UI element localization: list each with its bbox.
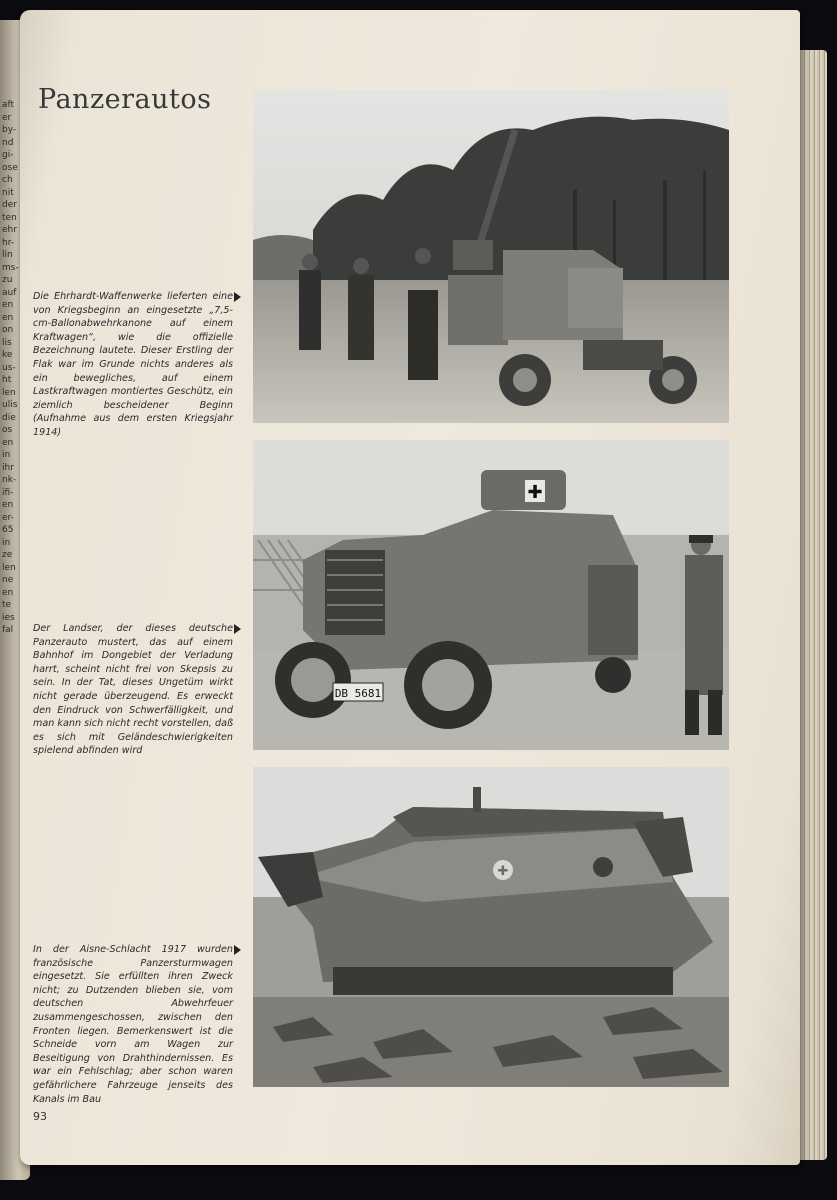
left-page-text-fragment: in xyxy=(2,450,11,460)
arrow-caption-3-icon xyxy=(234,945,241,955)
left-page-text-fragment: zu xyxy=(2,275,13,285)
left-page-text-fragment: ms- xyxy=(2,262,19,273)
left-page-text-fragment: fal xyxy=(2,625,14,635)
page-number: 93 xyxy=(33,1110,47,1123)
destroyed-tank-image xyxy=(253,767,729,1087)
page-stack-edge xyxy=(797,50,827,1160)
left-page-text-fragment: er xyxy=(2,112,12,123)
svg-text:✚: ✚ xyxy=(527,482,543,503)
left-page-text-fragment: us- xyxy=(2,362,16,373)
caption-armored-car: Der Landser, der dieses deutsche Panzerauto mustert, das auf einem Bahnhof im Dongebiet der Verladung harrt, scheint nicht frei von Skepsis zu sein. In der Tat, dieses Ungetüm wirkt nicht gerade überzeugend. Es erweckt den Eindruck von Schwerfälligkeit, und man kann sich nicht recht vorstellen, daß es sich mit Geländeschwierigkeiten spielend abfinden wird xyxy=(33,623,233,757)
left-page-text-fragment: ne xyxy=(2,575,14,585)
left-page-text-fragment: ose xyxy=(2,162,18,173)
arrow-caption-1-icon xyxy=(234,292,241,302)
left-page-text-fragment: len xyxy=(2,387,16,398)
left-page-text-fragment: nd xyxy=(2,137,14,148)
left-page-text-fragment: ch xyxy=(2,175,13,185)
left-page-text-fragment: en xyxy=(2,437,14,448)
left-page-text-fragment: nk- xyxy=(2,475,17,485)
left-page-text-fragment: en xyxy=(2,500,14,510)
left-page-text-fragment: er- xyxy=(2,512,14,523)
left-page-text-fragment: auf xyxy=(2,287,17,298)
left-page-text-fragment: die xyxy=(2,412,16,423)
left-page-text-fragment: lin xyxy=(2,250,13,260)
left-page-text-fragment: ht xyxy=(2,375,12,385)
left-page-text-fragment: ihr xyxy=(2,462,14,473)
left-page-text-fragment: ifi- xyxy=(2,487,14,498)
armored-car-image xyxy=(253,440,729,750)
left-page-text-fragment: in xyxy=(2,537,11,548)
flak-truck-image xyxy=(253,90,729,423)
page-title: Panzerautos xyxy=(38,84,212,115)
left-page-text-fragment: aft xyxy=(2,100,15,110)
left-page-text-fragment: en xyxy=(2,300,14,310)
photo-flak-truck xyxy=(253,90,729,423)
caption-flak-truck: Die Ehrhardt-Waffenwerke lieferten eine von Kriegsbeginn an eingesetzte „7,5-cm-Ballonabwehrkanone auf einem Kraftwagen“, wie die offizielle Bezeichnung lautete. Dieser Erstling der Flak war im Grunde nichts anderes als ein bewegliches, auf einem Lastkraftwagen montiertes Geschütz, ein ziemlich bescheidener Beginn (Aufnahme aus dem ersten Kriegsjahr 1914) xyxy=(33,291,233,438)
left-page-text-fragment: nit xyxy=(2,187,14,198)
left-page-text-fragment: 65 xyxy=(2,525,14,535)
caption-destroyed-tank: In der Aisne-Schlacht 1917 wurden französische Panzersturmwagen eingesetzt. Sie erfüllten ihren Zweck nicht; zu Dutzenden blieben sie, vom deutschen Abwehrfeuer zusammengeschossen, zwischen den Fronten liegen. Bemerkenswert ist die Schneide vorn am Wagen zur Beseitigung von Drahthindernissen. Es war ein Fehlschlag; aber schon waren gefährlichere Fahrzeuge jenseits des Kanals im Bau xyxy=(33,944,233,1105)
left-page-text-fragment: te xyxy=(2,600,12,610)
svg-text:✚: ✚ xyxy=(497,864,509,879)
left-page-text-fragment: en xyxy=(2,587,14,598)
left-page-text-fragment: en xyxy=(2,312,14,323)
magazine-page xyxy=(20,10,800,1165)
left-page-text-fragment: der xyxy=(2,200,17,210)
left-page-text-fragment: ten xyxy=(2,212,17,223)
photo-armored-car xyxy=(253,440,729,750)
left-page-text-fragment: ehr xyxy=(2,225,17,235)
license-plate: DB 5681 xyxy=(334,687,382,700)
left-page-text-fragment: on xyxy=(2,325,14,335)
left-page-text-fragment: ulis xyxy=(2,400,18,410)
left-page-text-fragment: ies xyxy=(2,612,15,623)
arrow-caption-2-icon xyxy=(234,624,241,634)
left-page-text-fragment: gi- xyxy=(2,150,14,160)
left-page-text-fragment: len xyxy=(2,562,16,573)
left-page-text-fragment: by- xyxy=(2,125,17,135)
photo-destroyed-tank xyxy=(253,767,729,1087)
left-page-text-fragment: ze xyxy=(2,550,13,560)
left-page-text-fragment: lis xyxy=(2,337,12,348)
left-page-text-fragment: hr- xyxy=(2,237,15,248)
left-page-text-fragment: ke xyxy=(2,350,13,360)
left-page-text-fragment: os xyxy=(2,425,13,435)
